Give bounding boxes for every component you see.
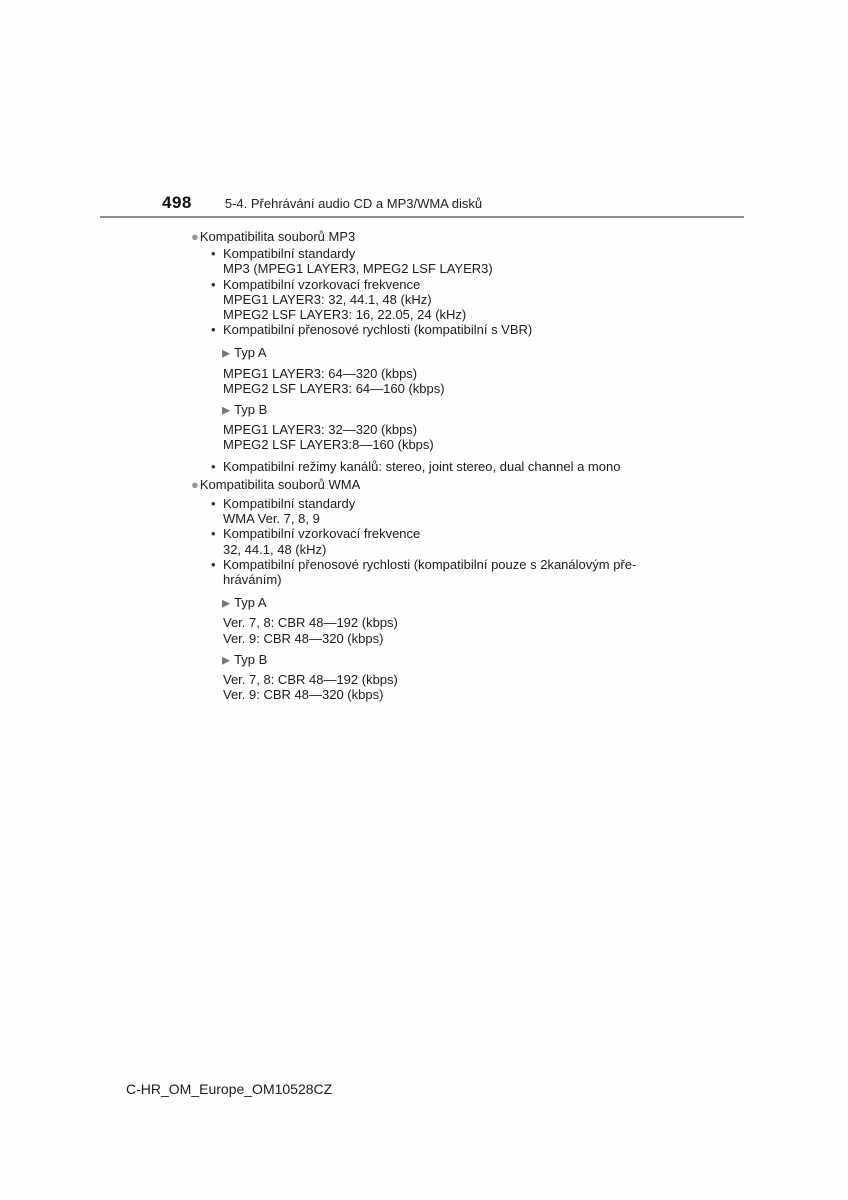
typ-label-row	[222, 595, 751, 612]
item-line: MPEG2 LSF LAYER3: 16, 22.05, 24 (kHz)	[223, 307, 467, 323]
section-title-row	[191, 229, 751, 244]
typ-label-row	[222, 652, 751, 669]
item-line: Kompatibilní vzorkovací frekvence	[223, 276, 421, 292]
typ-label: Typ B	[234, 651, 268, 667]
item-line: MP3 (MPEG1 LAYER3, MPEG2 LSF LAYER3)	[223, 261, 493, 277]
typ-line: MPEG2 LSF LAYER3:8—160 (kbps)	[223, 437, 434, 453]
section-bullet-icon: ●	[191, 476, 199, 492]
page-footer	[126, 1081, 332, 1097]
typ-lines	[223, 422, 751, 452]
header-rule	[100, 216, 744, 219]
page-content	[191, 229, 751, 702]
item-line: Kompatibilní standardy	[223, 496, 356, 512]
typ-line: Ver. 9: CBR 48—320 (kbps)	[223, 687, 384, 703]
bullet-icon: •	[211, 556, 216, 572]
list-item	[191, 459, 751, 474]
triangle-icon: ▶	[222, 597, 231, 610]
section-wma	[191, 477, 751, 703]
typ-line: Ver. 9: CBR 48—320 (kbps)	[223, 630, 384, 646]
section-title: Kompatibilita souborů MP3	[199, 229, 356, 244]
item-line: MPEG1 LAYER3: 32, 44.1, 48 (kHz)	[223, 291, 432, 307]
typ-line: MPEG1 LAYER3: 32—320 (kbps)	[223, 422, 418, 438]
list-item	[191, 322, 751, 337]
triangle-icon: ▶	[222, 654, 231, 667]
section-title: Kompatibilita souborů WMA	[199, 476, 361, 492]
typ-lines	[223, 672, 751, 702]
typ-label: Typ A	[234, 345, 267, 361]
item-line: Kompatibilní přenosové rychlosti (kompatibilní s VBR)	[223, 322, 533, 338]
item-line: WMA Ver. 7, 8, 9	[223, 511, 320, 527]
item-line: Kompatibilní vzorkovací frekvence	[223, 526, 421, 542]
list-item	[191, 557, 751, 587]
typ-line: MPEG2 LSF LAYER3: 64—160 (kbps)	[223, 380, 445, 396]
typ-line: Ver. 7, 8: CBR 48—192 (kbps)	[223, 615, 398, 631]
section-bullet-icon: ●	[191, 229, 199, 244]
typ-label: Typ B	[234, 402, 268, 418]
section-title-row	[191, 477, 751, 492]
list-item	[191, 277, 751, 323]
page-header	[162, 193, 482, 213]
item-line: 32, 44.1, 48 (kHz)	[223, 541, 327, 557]
list-item	[191, 496, 751, 526]
typ-label-row	[222, 402, 751, 419]
item-line: Kompatibilní režimy kanálů: stereo, joint stereo, dual channel a mono	[223, 458, 621, 474]
typ-lines	[223, 366, 751, 396]
bullet-icon: •	[211, 458, 216, 474]
triangle-icon: ▶	[222, 404, 231, 417]
typ-lines	[223, 615, 751, 645]
bullet-icon: •	[211, 526, 216, 542]
bullet-icon: •	[211, 322, 216, 338]
item-line: Kompatibilní standardy	[223, 246, 356, 262]
typ-line: Ver. 7, 8: CBR 48—192 (kbps)	[223, 672, 398, 688]
header-title: 5-4. Přehrávání audio CD a MP3/WMA disků	[224, 196, 483, 211]
bullet-icon: •	[211, 496, 216, 512]
bullet-icon: •	[211, 246, 216, 262]
item-line: hráváním)	[223, 572, 282, 588]
typ-label-row	[222, 345, 751, 362]
triangle-icon: ▶	[222, 347, 231, 360]
list-item	[191, 526, 751, 556]
section-mp3	[191, 229, 751, 474]
list-item	[191, 246, 751, 276]
footer-text: C-HR_OM_Europe_OM10528CZ	[126, 1081, 333, 1097]
typ-label: Typ A	[234, 595, 267, 611]
item-line: Kompatibilní přenosové rychlosti (kompatibilní pouze s 2kanálovým pře-	[223, 556, 637, 572]
bullet-icon: •	[211, 276, 216, 292]
page-number: 498	[162, 193, 192, 212]
typ-line: MPEG1 LAYER3: 64—320 (kbps)	[223, 365, 418, 381]
